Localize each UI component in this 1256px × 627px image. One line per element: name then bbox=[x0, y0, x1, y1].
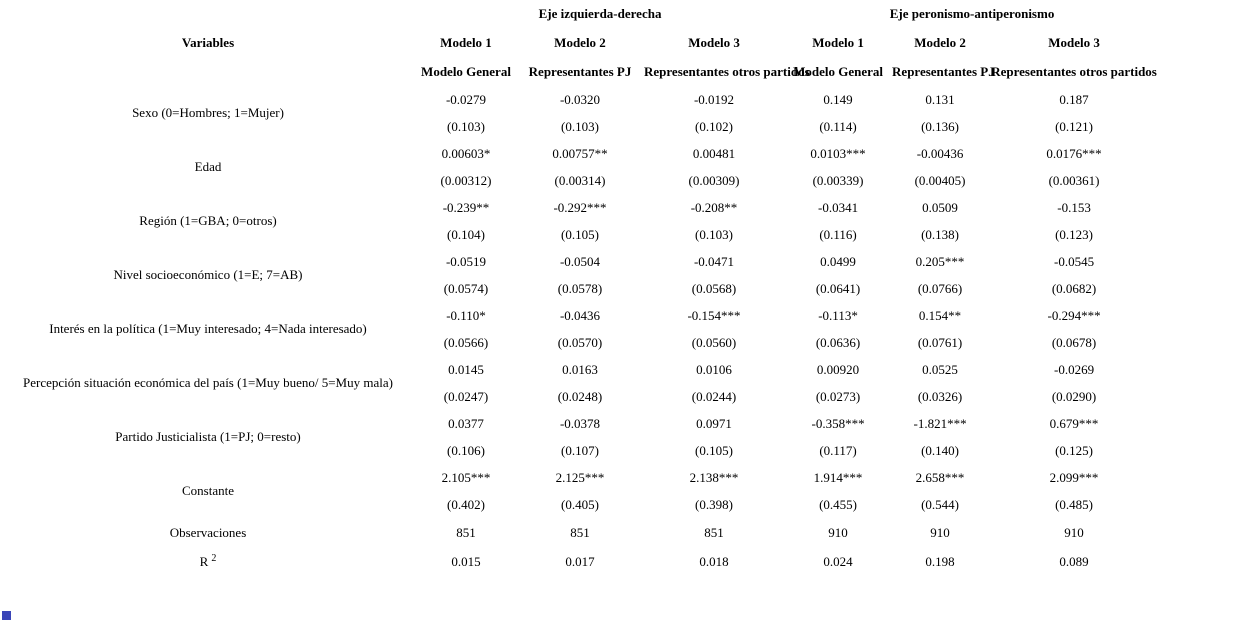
coefficient-cell: -0.0378 bbox=[559, 415, 601, 431]
coefficient-cell: -0.0545 bbox=[1054, 253, 1095, 269]
model-header: Modelo 1 bbox=[440, 34, 492, 50]
se-cell: (0.402) bbox=[447, 496, 485, 512]
summary-row bbox=[0, 547, 1160, 576]
se-cell: (0.0682) bbox=[1051, 280, 1097, 296]
se-cell: (0.0247) bbox=[443, 388, 489, 404]
summary-value: 0.018 bbox=[699, 553, 729, 569]
coefficient-cell: 0.205*** bbox=[915, 253, 965, 269]
se-cell: (0.103) bbox=[447, 118, 485, 134]
variable-label: Constante bbox=[182, 483, 234, 498]
se-cell: (0.138) bbox=[921, 226, 959, 242]
summary-value: 910 bbox=[1064, 524, 1084, 540]
coefficient-cell: -0.0471 bbox=[693, 253, 735, 269]
coefficient-cell: 2.105*** bbox=[441, 469, 491, 485]
coefficient-cell: -0.153 bbox=[1057, 199, 1091, 215]
coefficient-cell: 0.187 bbox=[1059, 91, 1089, 107]
summary-label bbox=[0, 518, 416, 547]
coefficient-cell: -0.0269 bbox=[1054, 361, 1095, 377]
se-cell: (0.00312) bbox=[440, 172, 492, 188]
se-cell: (0.00339) bbox=[812, 172, 864, 188]
se-cell: (0.103) bbox=[561, 118, 599, 134]
se-cell: (0.103) bbox=[695, 226, 733, 242]
summary-label bbox=[0, 547, 416, 576]
coefficient-cell: -0.294*** bbox=[1047, 307, 1101, 323]
summary-value: 851 bbox=[456, 524, 476, 540]
model-header: Modelo 3 bbox=[1048, 34, 1100, 50]
coefficient-cell: 0.0163 bbox=[562, 361, 598, 377]
summary-value: 0.089 bbox=[1059, 553, 1089, 569]
se-cell: (0.0761) bbox=[917, 334, 963, 350]
model-header: Modelo 2 bbox=[914, 34, 966, 50]
submodel-spacer bbox=[0, 57, 416, 86]
coefficient-cell: 0.0106 bbox=[696, 361, 732, 377]
coefficient-cell: 0.679*** bbox=[1049, 415, 1099, 431]
se-cell: (0.00405) bbox=[914, 172, 966, 188]
summary-value: 851 bbox=[704, 524, 724, 540]
coefficient-cell: -0.0320 bbox=[559, 91, 601, 107]
se-cell: (0.0244) bbox=[691, 388, 737, 404]
table-row bbox=[0, 302, 1160, 329]
se-cell: (0.398) bbox=[695, 496, 733, 512]
variable-label: Sexo (0=Hombres; 1=Mujer) bbox=[132, 105, 284, 120]
coefficient-cell: 0.0145 bbox=[448, 361, 484, 377]
se-cell: (0.0560) bbox=[691, 334, 737, 350]
table-row bbox=[0, 356, 1160, 383]
coefficient-cell: -1.821*** bbox=[913, 415, 967, 431]
coefficient-cell: 0.0377 bbox=[448, 415, 484, 431]
variable-label: Región (1=GBA; 0=otros) bbox=[139, 213, 277, 228]
se-cell: (0.405) bbox=[561, 496, 599, 512]
se-cell: (0.0766) bbox=[917, 280, 963, 296]
variable-label: Interés en la política (1=Muy interesado; 4=Nada interesado) bbox=[49, 321, 367, 336]
table-row bbox=[0, 248, 1160, 275]
coefficient-cell: -0.110* bbox=[446, 307, 486, 323]
corner-spacer bbox=[0, 0, 416, 28]
model-header: Modelo 2 bbox=[554, 34, 606, 50]
submodel-header: Representantes otros partidos bbox=[991, 63, 1157, 79]
summary-label-text: R bbox=[199, 554, 209, 569]
coefficient-cell: 2.138*** bbox=[689, 469, 739, 485]
blue-square-marker bbox=[2, 611, 11, 620]
coefficient-cell: 0.00920 bbox=[816, 361, 860, 377]
summary-value: 910 bbox=[930, 524, 950, 540]
se-cell: (0.0568) bbox=[691, 280, 737, 296]
summary-label-superscript: 2 bbox=[211, 553, 217, 564]
se-cell: (0.0566) bbox=[443, 334, 489, 350]
summary-value: 0.015 bbox=[451, 553, 481, 569]
coefficient-cell: 0.00757** bbox=[552, 145, 608, 161]
se-cell: (0.485) bbox=[1055, 496, 1093, 512]
coefficient-cell: 0.149 bbox=[823, 91, 853, 107]
table-row bbox=[0, 194, 1160, 221]
se-cell: (0.0570) bbox=[557, 334, 603, 350]
coefficient-cell: 2.125*** bbox=[555, 469, 605, 485]
coefficient-cell: -0.0279 bbox=[445, 91, 487, 107]
coefficient-cell: 0.0103*** bbox=[810, 145, 866, 161]
coefficient-cell: 0.00603* bbox=[441, 145, 491, 161]
coefficient-cell: 2.658*** bbox=[915, 469, 965, 485]
coefficient-cell: 0.0971 bbox=[696, 415, 732, 431]
se-cell: (0.0326) bbox=[917, 388, 963, 404]
coefficient-cell: -0.0519 bbox=[445, 253, 487, 269]
coefficient-cell: -0.0504 bbox=[559, 253, 601, 269]
se-cell: (0.121) bbox=[1055, 118, 1093, 134]
se-cell: (0.105) bbox=[695, 442, 733, 458]
coefficient-cell: -0.0436 bbox=[559, 307, 601, 323]
summary-value: 0.198 bbox=[925, 553, 955, 569]
submodel-header: Representantes PJ bbox=[528, 63, 632, 79]
model-header: Modelo 1 bbox=[812, 34, 864, 50]
se-cell: (0.0248) bbox=[557, 388, 603, 404]
coefficient-cell: -0.0341 bbox=[817, 199, 859, 215]
se-cell: (0.455) bbox=[819, 496, 857, 512]
variables-header: Variables bbox=[181, 34, 235, 50]
summary-value: 0.017 bbox=[565, 553, 595, 569]
coefficient-cell: 0.0176*** bbox=[1046, 145, 1102, 161]
coefficient-cell: 1.914*** bbox=[813, 469, 863, 485]
summary-value: 910 bbox=[828, 524, 848, 540]
axis-group-peronismo-antiperonismo: Eje peronismo-antiperonismo bbox=[889, 6, 1055, 21]
model-header: Modelo 3 bbox=[688, 34, 740, 50]
coefficient-cell: 0.0509 bbox=[922, 199, 958, 215]
submodel-header: Representantes otros partidos bbox=[644, 63, 810, 79]
se-cell: (0.117) bbox=[819, 442, 857, 458]
coefficient-cell: 0.154** bbox=[918, 307, 962, 323]
summary-row bbox=[0, 518, 1160, 547]
se-cell: (0.140) bbox=[921, 442, 959, 458]
submodel-header: Representantes PJ bbox=[892, 63, 995, 79]
table-row bbox=[0, 410, 1160, 437]
coefficient-cell: 0.0499 bbox=[820, 253, 856, 269]
se-cell: (0.136) bbox=[921, 118, 959, 134]
summary-value: 0.024 bbox=[823, 553, 853, 569]
se-cell: (0.544) bbox=[921, 496, 959, 512]
coefficient-cell: 0.0525 bbox=[922, 361, 958, 377]
table-body bbox=[0, 86, 1160, 576]
se-cell: (0.00361) bbox=[1048, 172, 1100, 188]
submodel-header: Modelo General bbox=[793, 63, 883, 79]
coefficient-cell: 0.00481 bbox=[692, 145, 736, 161]
summary-label-text: Observaciones bbox=[169, 524, 247, 540]
se-cell: (0.116) bbox=[819, 226, 857, 242]
variable-label: Nivel socioeconómico (1=E; 7=AB) bbox=[113, 267, 303, 282]
coefficient-cell: -0.113* bbox=[818, 307, 858, 323]
table-row bbox=[0, 140, 1160, 167]
se-cell: (0.123) bbox=[1055, 226, 1093, 242]
coefficient-cell: -0.239** bbox=[442, 199, 490, 215]
se-cell: (0.107) bbox=[561, 442, 599, 458]
se-cell: (0.125) bbox=[1055, 442, 1093, 458]
se-cell: (0.104) bbox=[447, 226, 485, 242]
coefficient-cell: -0.0192 bbox=[693, 91, 735, 107]
coefficient-cell: -0.292*** bbox=[553, 199, 607, 215]
summary-value: 851 bbox=[570, 524, 590, 540]
coefficient-cell: -0.358*** bbox=[811, 415, 865, 431]
coefficient-cell: 2.099*** bbox=[1049, 469, 1099, 485]
coefficient-cell: -0.208** bbox=[690, 199, 738, 215]
variable-label: Percepción situación económica del país (1=Muy bueno/ 5=Muy mala) bbox=[23, 375, 393, 390]
coefficient-cell: -0.154*** bbox=[687, 307, 741, 323]
se-cell: (0.114) bbox=[819, 118, 857, 134]
se-cell: (0.106) bbox=[447, 442, 485, 458]
axis-group-izquierda-derecha: Eje izquierda-derecha bbox=[538, 6, 662, 21]
se-cell: (0.0578) bbox=[557, 280, 603, 296]
table-row bbox=[0, 464, 1160, 491]
se-cell: (0.0290) bbox=[1051, 388, 1097, 404]
se-cell: (0.00314) bbox=[554, 172, 606, 188]
table-row bbox=[0, 86, 1160, 113]
se-cell: (0.00309) bbox=[688, 172, 740, 188]
se-cell: (0.0641) bbox=[815, 280, 861, 296]
variable-label: Edad bbox=[194, 159, 222, 174]
submodel-header: Modelo General bbox=[421, 63, 511, 79]
se-cell: (0.105) bbox=[561, 226, 599, 242]
variable-label: Partido Justicialista (1=PJ; 0=resto) bbox=[115, 429, 301, 444]
se-cell: (0.0574) bbox=[443, 280, 489, 296]
se-cell: (0.0678) bbox=[1051, 334, 1097, 350]
se-cell: (0.0273) bbox=[815, 388, 861, 404]
se-cell: (0.0636) bbox=[815, 334, 861, 350]
se-cell: (0.102) bbox=[695, 118, 733, 134]
coefficient-cell: 0.131 bbox=[925, 91, 955, 107]
coefficient-cell: -0.00436 bbox=[916, 145, 964, 161]
